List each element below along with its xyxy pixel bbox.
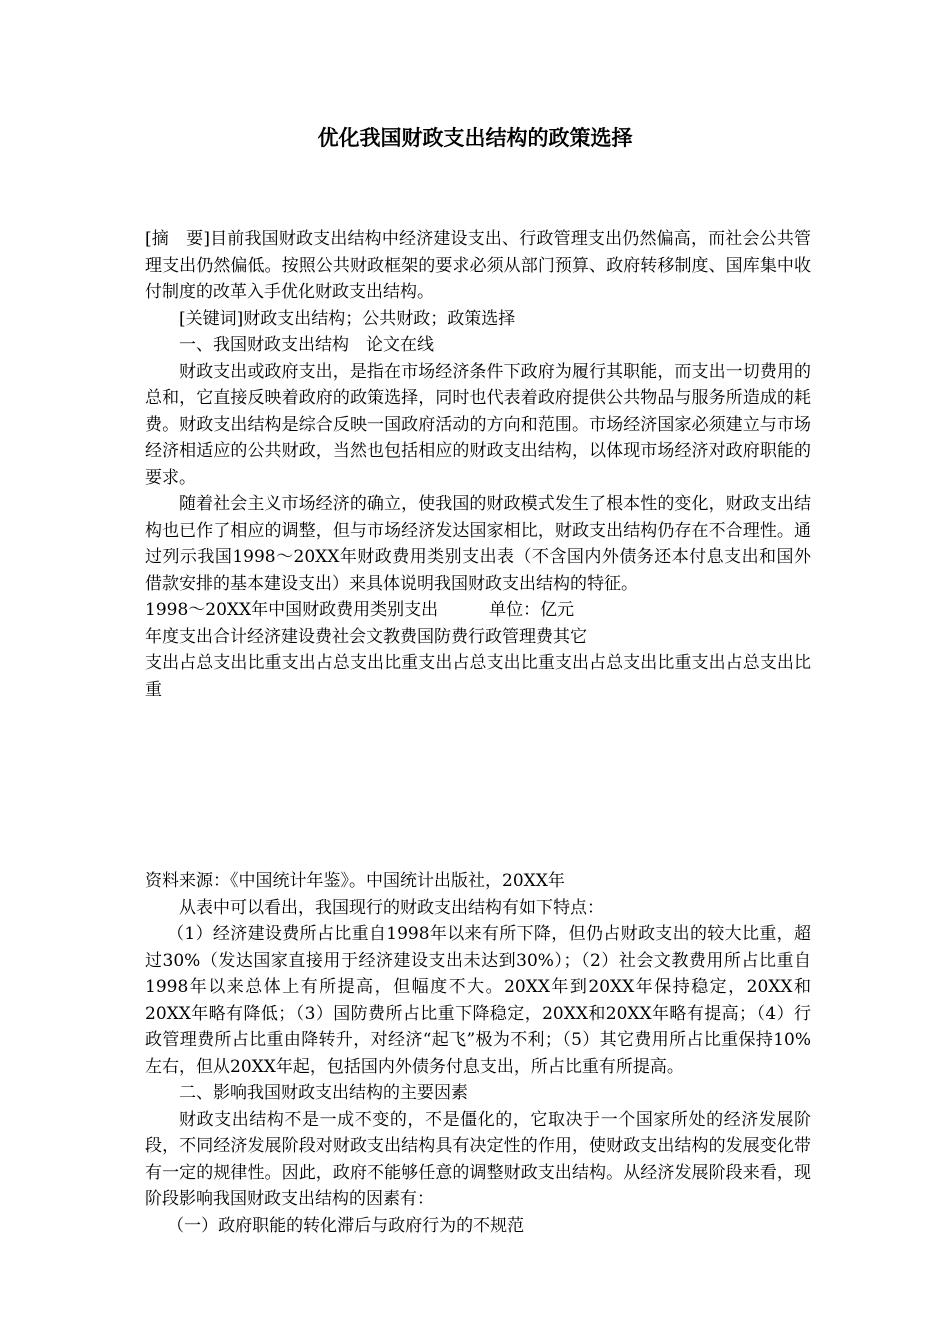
- table-header-row-1: 年度支出合计经济建设费社会文教费国防费行政管理费其它: [145, 626, 587, 647]
- table-blank-area: [145, 703, 811, 868]
- table-caption: 1998～20XX年中国财政费用类别支出 单位：亿元: [145, 600, 575, 620]
- table-header-row-2: 支出占总支出比重支出占总支出比重支出占总支出比重支出占总支出比重支出占总支出比重: [145, 653, 811, 700]
- abstract-paragraph: [摘 要]目前我国财政支出结构中经济建设支出、行政管理支出仍然偏高，而社会公共管理支出仍然偏低。按照公共财政框架的要求必须从部门预算、政府转移制度、国库集中收付制度的改革入手优化财政支出结构。: [145, 229, 811, 302]
- table-source: 资料来源：《中国统计年鉴》。中国统计出版社，20XX年: [145, 871, 565, 891]
- body-paragraph: 财政支出或政府支出，是指在市场经济条件下政府为履行其职能，而支出一切费用的总和，它直接反映着政府的政策选择，同时也代表着政府提供公共物品与服务所造成的耗费。财政支出结构是综合反映一国政府活动的方向和范围。市场经济国家必须建立与市场经济相适应的公共财政，当然也包括相应的财政支出结构，以体现市场经济对政府职能的要求。: [145, 361, 811, 488]
- body-paragraph: 从表中可以看出，我国现行的财政支出结构有如下特点：: [179, 897, 604, 918]
- features-paragraph: （1）经济建设费所占比重自1998年以来有所下降，但仍占财政支出的较大比重，超过30%（发达国家直接用于经济建设支出未达到30%）；（2）社会文教费用所占比重自1998年以来总体上有所提高，但幅度不大。20XX年到20XX年保持稳定，20XX和20XX年略有降低；（3）国防费所占比重下降稳定，20XX和20XX年略有提高；（4）行政管理费所占比重由降转升，对经济“起飞”极为不利；（5）其它费用所占比重保持10%左右，但从20XX年起，包括国内外债务付息支出，所占比重有所提高。: [145, 924, 811, 1077]
- body-paragraph: 财政支出结构不是一成不变的，不是僵化的，它取决于一个国家所处的经济发展阶段，不同经济发展阶段对财政支出结构具有决定性的作用，使财政支出结构的发展变化带有一定的规律性。因此，政府不能够任意的调整财政支出结构。从经济发展阶段来看，现阶段影响我国财政支出结构的因素有：: [145, 1109, 811, 1209]
- section-heading-2: 二、影响我国财政支出结构的主要因素: [179, 1083, 468, 1103]
- body-paragraph: 随着社会主义市场经济的确立，使我国的财政模式发生了根本性的变化，财政支出结构也已作了相应的调整，但与市场经济发达国家相比，财政支出结构仍存在不合理性。通过列示我国1998～20XX年财政费用类别支出表（不含国内外债务还本付息支出和国外借款安排的基本建设支出）来具体说明我国财政支出结构的特征。: [145, 494, 811, 594]
- section-heading-1: 一、我国财政支出结构 论文在线: [179, 335, 434, 355]
- document-title: 优化我国财政支出结构的政策选择: [317, 125, 633, 150]
- document-body: [145, 226, 811, 1239]
- keywords-paragraph: [关键词]财政支出结构；公共财政；政策选择: [179, 308, 516, 329]
- subsection-heading-1: （一）政府职能的转化滞后与政府行为的不规范: [167, 1215, 525, 1236]
